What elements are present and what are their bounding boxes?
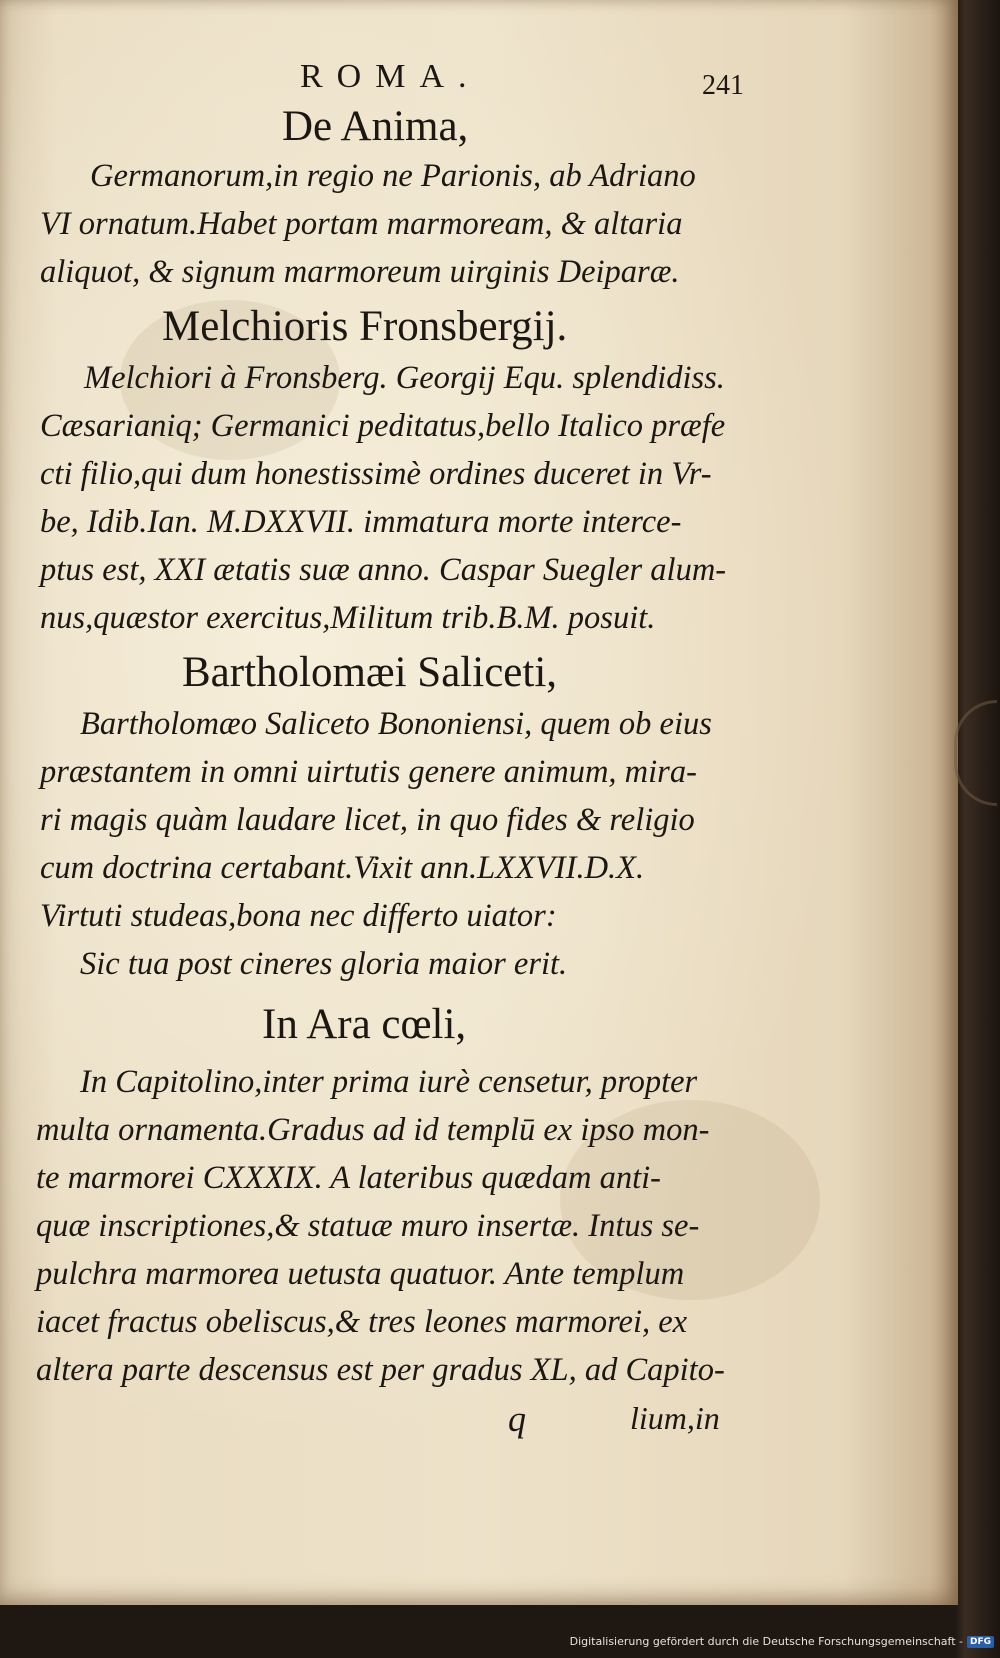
text-line: Melchiori à Fronsberg. Georgij Equ. splendidiss. xyxy=(84,360,725,396)
credit-text: Digitalisierung gefördert durch die Deutsche Forschungsgemeinschaft - xyxy=(569,1635,963,1648)
text-line: be, Idib.Ian. M.DXXVII. immatura morte interce- xyxy=(40,504,682,540)
text-line: ri magis quàm laudare licet, in quo fides & religio xyxy=(40,802,695,838)
page-number: 241 xyxy=(702,70,744,101)
text-line: cti filio,qui dum honestissimè ordines duceret in Vr- xyxy=(40,456,712,492)
text-line: nus,quæstor exercitus,Militum trib.B.M. posuit. xyxy=(40,600,656,636)
text-line: aliquot, & signum marmoreum uirginis Deiparæ. xyxy=(40,254,680,290)
text-line: cum doctrina certabant.Vixit ann.LXXVII.D.X. xyxy=(40,850,645,886)
text-line: præstantem in omni uirtutis genere animum, mira- xyxy=(40,754,697,790)
dfg-logo: DFG xyxy=(967,1636,994,1648)
text-line: VI ornatum.Habet portam marmoream, & altaria xyxy=(40,206,683,242)
section-heading: Bartholomæi Saliceti, xyxy=(182,649,558,696)
text-line: iacet fractus obeliscus,& tres leones marmorei, ex xyxy=(36,1304,688,1340)
catchword: lium,in xyxy=(630,1400,720,1436)
section-heading: Melchioris Fronsbergij. xyxy=(162,303,568,350)
text-line: Germanorum,in regio ne Parionis, ab Adriano xyxy=(90,158,696,194)
text-line: Bartholomæo Saliceto Bononiensi, quem ob eius xyxy=(80,706,712,742)
text-line: Sic tua post cineres gloria maior erit. xyxy=(80,946,568,982)
text-line: Virtuti studeas,bona nec differto uiator: xyxy=(40,898,557,934)
section-heading: De Anima, xyxy=(282,103,469,150)
running-head: ROMA. xyxy=(300,58,481,95)
text-line: quæ inscriptiones,& statuæ muro insertæ. Intus se- xyxy=(36,1208,700,1244)
text-line: pulchra marmorea uetusta quatuor. Ante templum xyxy=(36,1256,685,1292)
text-line: ptus est, XXI ætatis suæ anno. Caspar Suegler alum- xyxy=(40,552,727,588)
signature-mark: q xyxy=(508,1399,526,1439)
digitization-credit xyxy=(570,1635,994,1648)
text-line: In Capitolino,inter prima iurè censetur, propter xyxy=(80,1064,698,1100)
section-heading: In Ara cœli, xyxy=(262,1001,467,1048)
text-line: multa ornamenta.Gradus ad id templū ex ipso mon- xyxy=(36,1112,710,1148)
text-line: altera parte descensus est per gradus XL, ad Capito- xyxy=(36,1352,725,1388)
text-line: Cæsarianiq; Germanici peditatus,bello Italico præfe xyxy=(40,408,726,444)
text-line: te marmorei CXXXIX. A lateribus quædam anti- xyxy=(36,1160,661,1196)
